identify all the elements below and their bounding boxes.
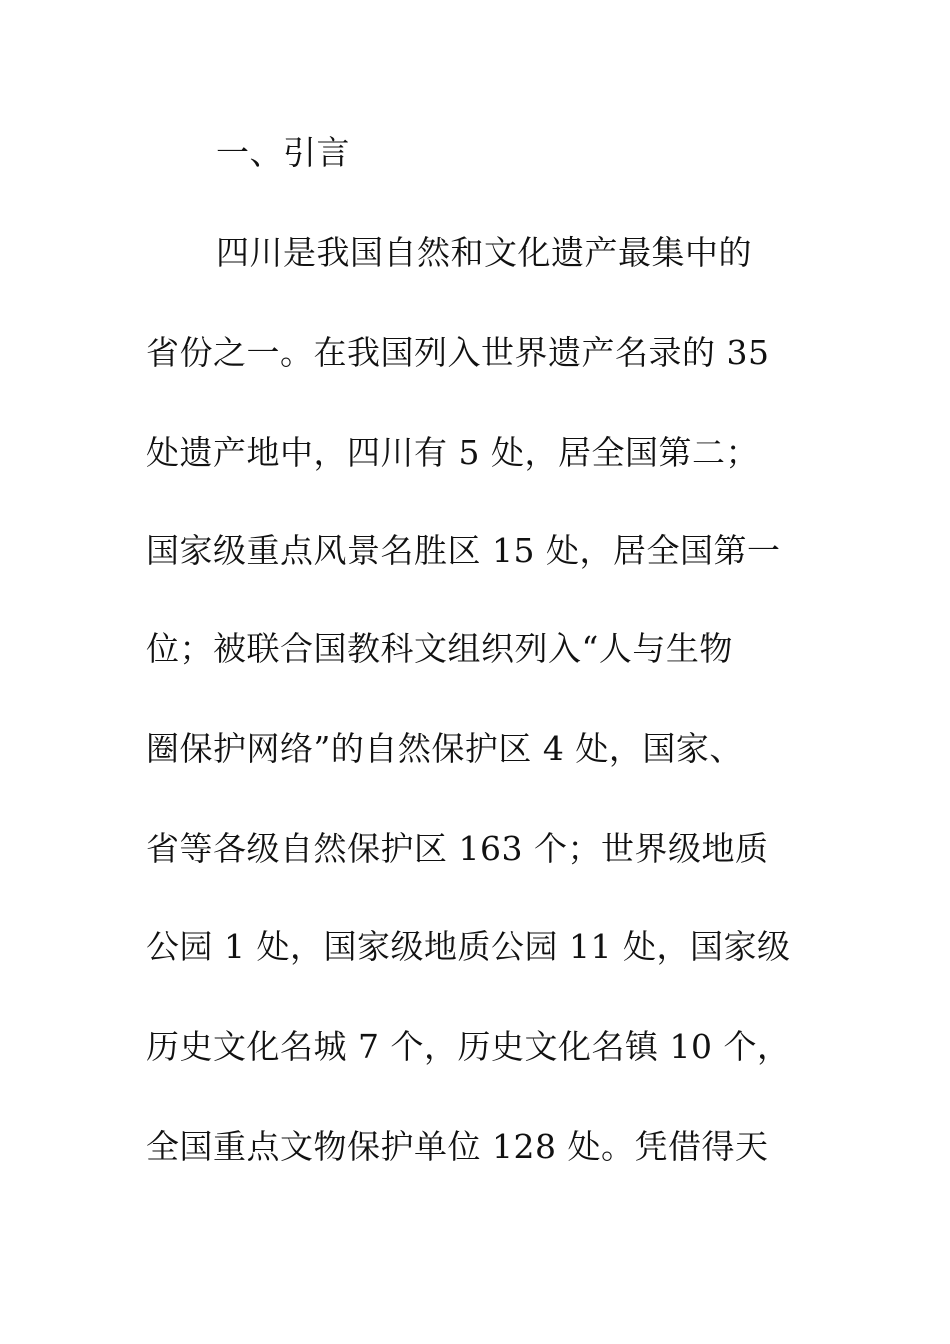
- paragraph-line-7: 省等各级自然保护区 163 个；世界级地质: [146, 829, 769, 868]
- paragraph-line-3: 处遗产地中，四川有 5 处，居全国第二；: [146, 433, 759, 472]
- paragraph-line-6: 圈保护网络”的自然保护区 4 处，国家、: [146, 729, 743, 768]
- paragraph-line-9: 历史文化名城 7 个，历史文化名镇 10 个，: [146, 1027, 791, 1066]
- paragraph-line-4: 国家级重点风景名胜区 15 处，居全国第一: [146, 531, 781, 570]
- paragraph-line-5: 位；被联合国教科文组织列入“人与生物: [146, 629, 733, 668]
- paragraph-line-1: 四川是我国自然和文化遗产最集中的: [216, 233, 752, 272]
- paragraph-line-10: 全国重点文物保护单位 128 处。凭借得天: [146, 1127, 769, 1166]
- paragraph-line-2: 省份之一。在我国列入世界遗产名录的 35: [146, 333, 770, 372]
- paragraph-line-8: 公园 1 处，国家级地质公园 11 处，国家级: [146, 927, 791, 966]
- section-heading: 一、引言: [216, 133, 350, 172]
